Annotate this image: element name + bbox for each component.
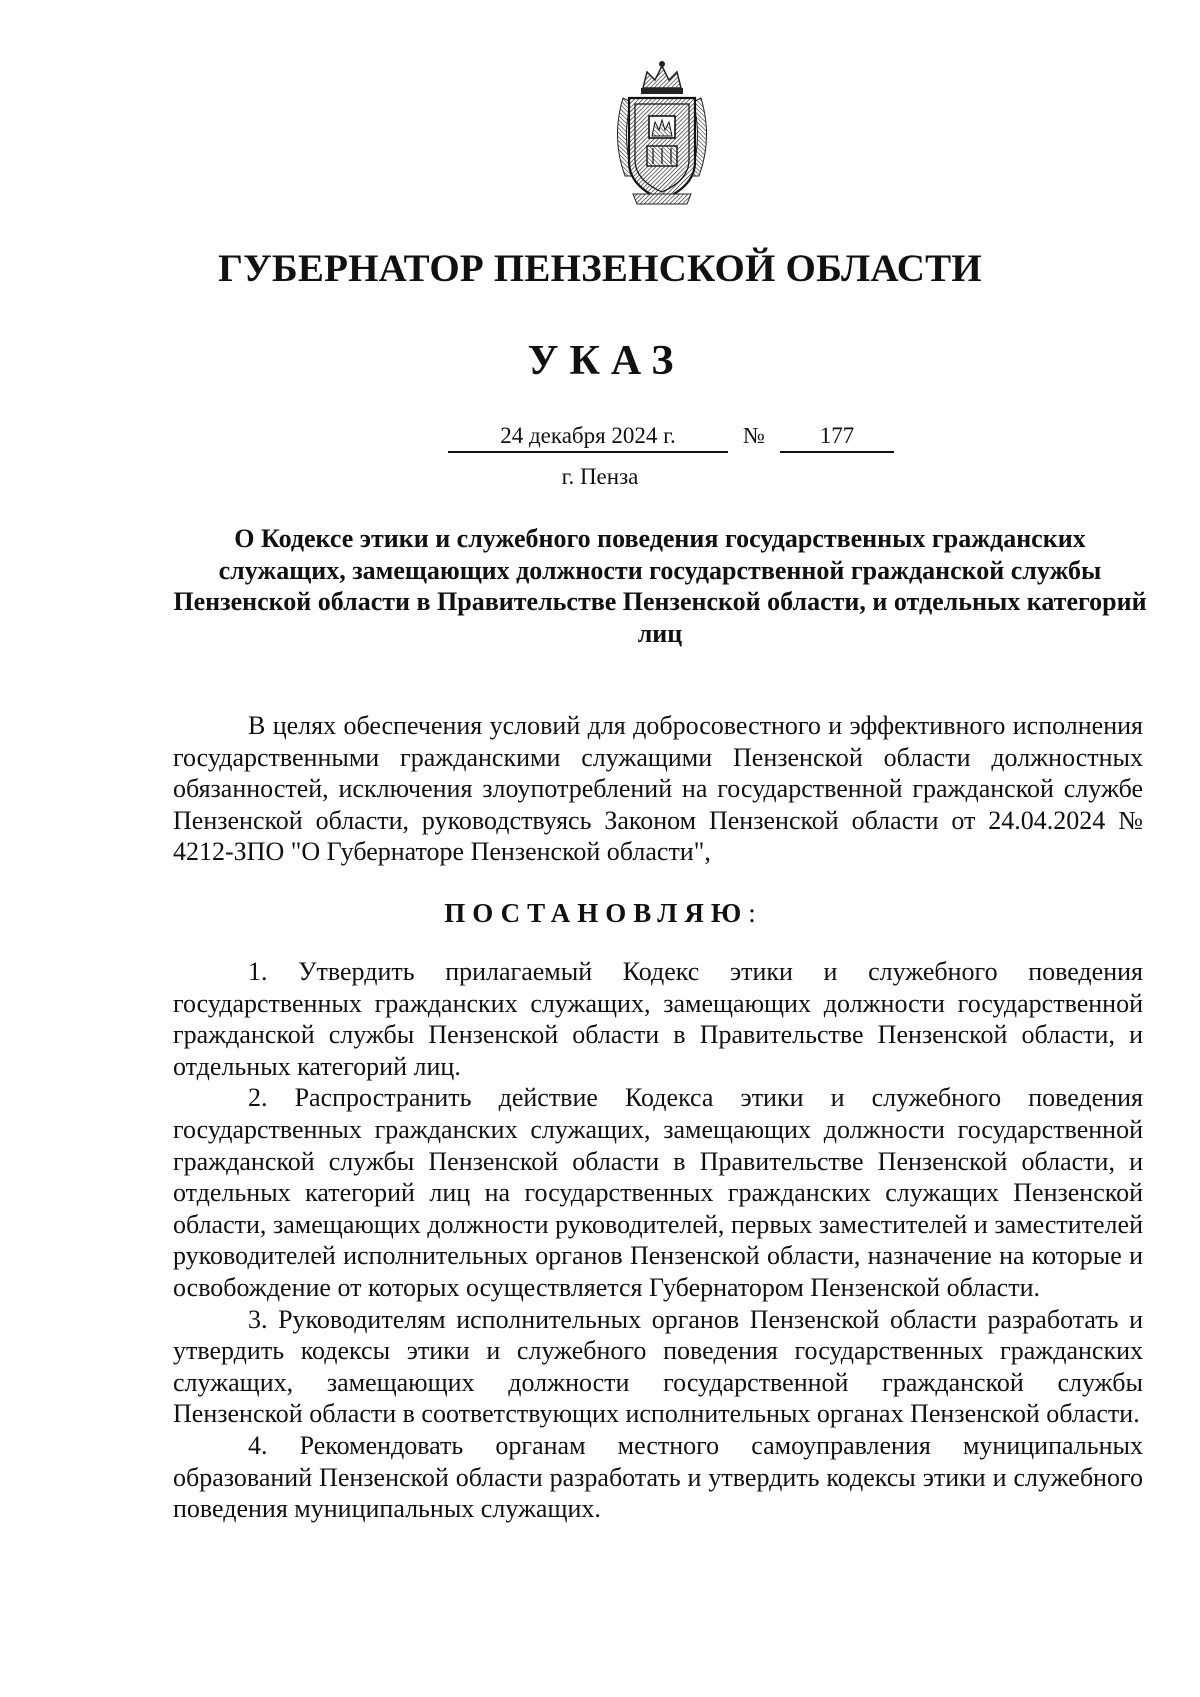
decree-item-4: 4. Рекомендовать органам местного самоуправления муниципальных образований Пензенской области разработать и утвердить кодексы этики и служебного поведения муниципальных служащих. [173,1430,1143,1524]
decree-heading [0,896,1200,930]
issuing-authority: ГУБЕРНАТОР ПЕНЗЕНСКОЙ ОБЛАСТИ [218,247,982,290]
number-sign: № [743,423,765,448]
decree-word: ПОСТАНОВЛЯЮ [444,898,749,928]
decree-items [173,956,1143,1525]
decree-item-3: 3. Руководителям исполнительных органов Пензенской области разработать и утвердить кодексы этики и служебного поведения государственных гражданских служащих, замещающих должности государственной гражданской службы Пензенской области в соответствующих исполнительных органах Пензенской области. [173,1304,1143,1429]
decree-colon: : [748,898,756,928]
decree-item-1: 1. Утвердить прилагаемый Кодекс этики и служебного поведения государственных гражданских служащих, замещающих должности государственной гражданской службы Пензенской области в Правительстве Пензенской области, и отдельных категорий лиц. [173,957,1143,1081]
document-type: УКАЗ [527,338,685,384]
document-city: г. Пенза [561,464,639,489]
decree-item-2: 2. Распространить действие Кодекса этики и служебного поведения государственных гражданских служащих, замещающих должности государственной гражданской службы Пензенской области в Правительстве Пензенской области, и отдельных категорий лиц на государственных гражданских служащих Пензенской области, замещающих должности руководителей, первых заместителей и заместителей руководителей исполнительных органов Пензенской области, назначение на которые и освобождение от которых осуществляется Губернатором Пензенской области. [173,1083,1143,1302]
preamble-paragraph: В целях обеспечения условий для добросовестного и эффективного исполнения государственными гражданскими служащими Пензенской области должностных обязанностей, исключения злоупотреблений на государственной гражданской службе Пензенской области, руководствуясь Законом Пензенской области от 24.04.2024 № 4212-ЗПО "О Губернаторе Пензенской области", [173,711,1143,867]
coat-of-arms-emblem [603,58,721,208]
document-date: 24 декабря 2024 г. [448,421,728,453]
document-number: 177 [780,421,894,453]
document-title: О Кодексе этики и служебного поведения государственных гражданских служащих, замещающих должности государственной гражданской службы Пензенской области в Правительстве Пензенской области, и отдельных категорий лиц [173,524,1147,648]
